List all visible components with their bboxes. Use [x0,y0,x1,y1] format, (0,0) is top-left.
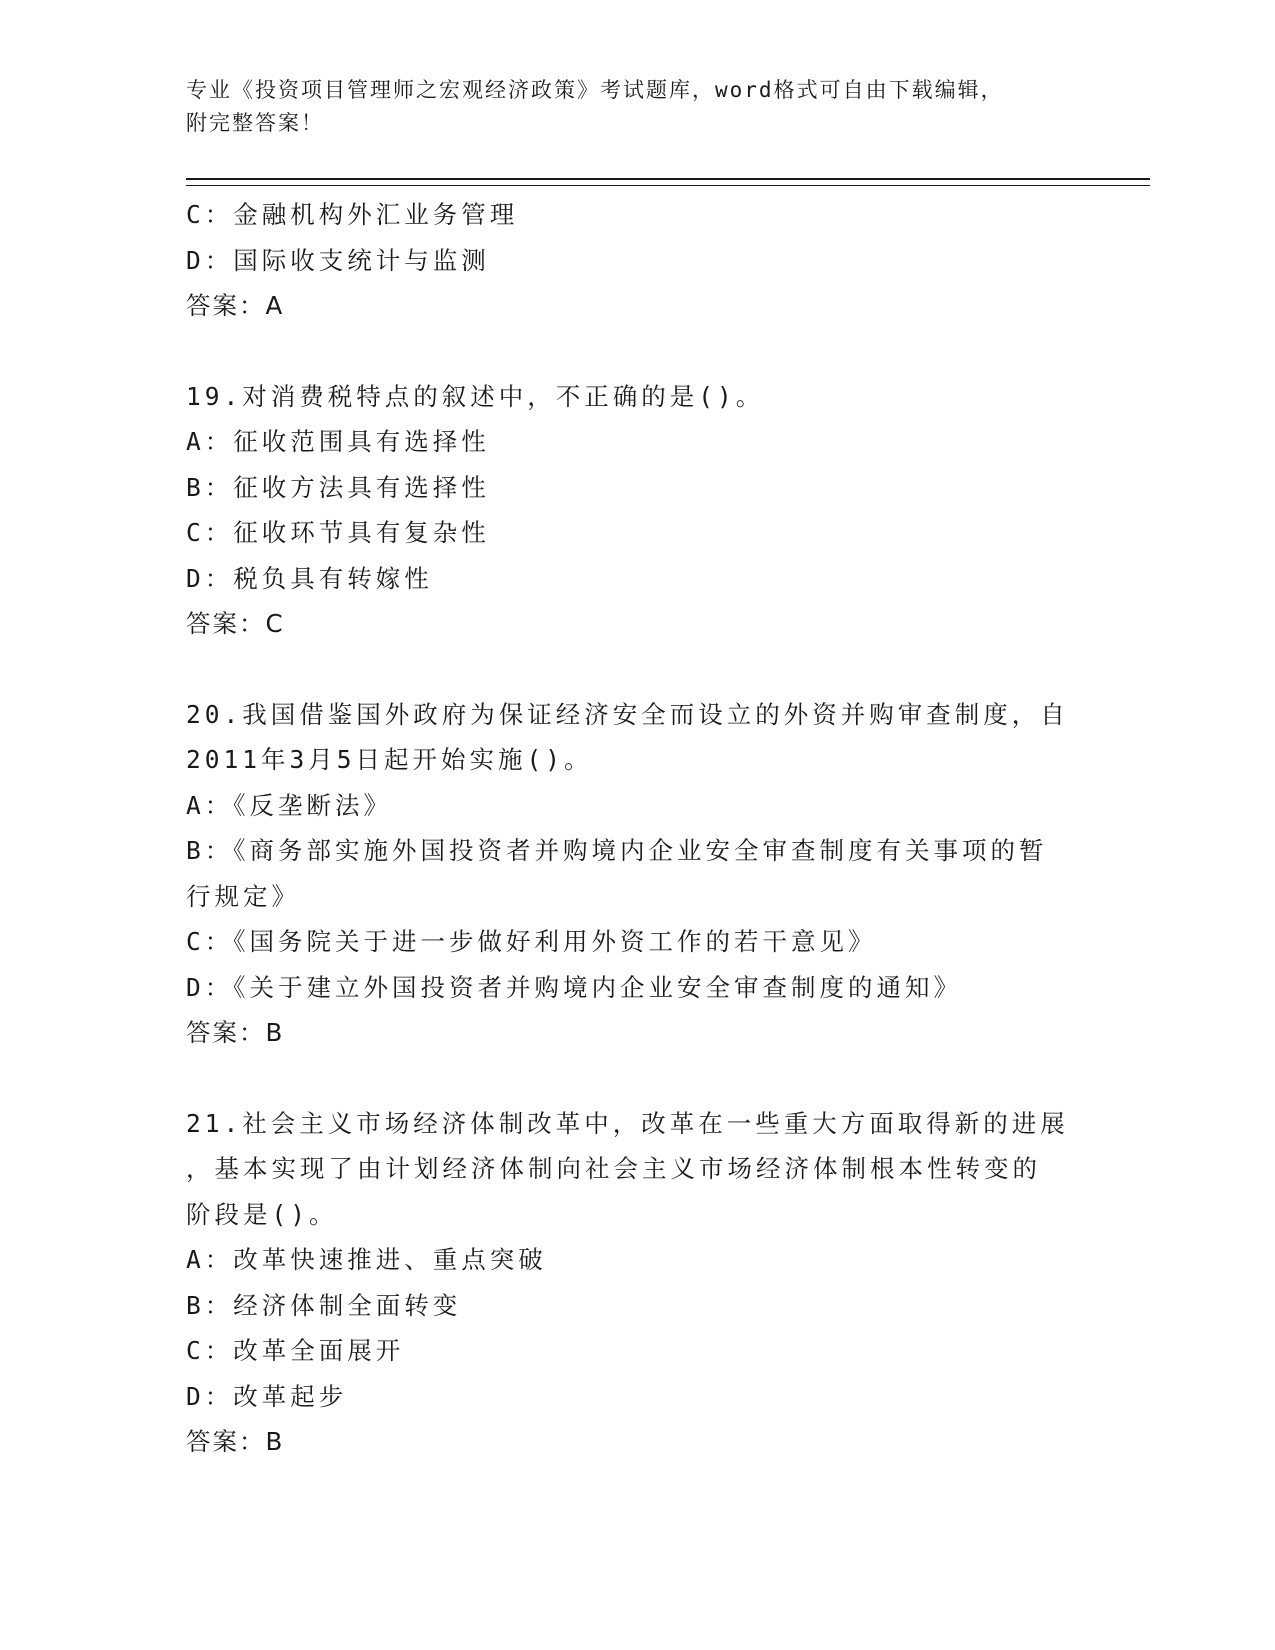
question-text-line-3: 阶段是()。 [186,1199,338,1229]
header-line-2: 附完整答案！ [186,111,324,135]
option-c: C：改革全面展开 [186,1336,405,1365]
question-text-line-1: 21.社会主义市场经济体制改革中，改革在一些重大方面取得新的进展 [186,1108,1069,1138]
option-c: C：《国务院关于进一步做好利用外资工作的若干意见》 [186,927,877,956]
option-c: C：金融机构外汇业务管理 [186,200,519,229]
option-b-line-1: B：《商务部实施外国投资者并购境内企业安全审查制度有关事项的暂 [186,836,1048,865]
question-text: 19.对消费税特点的叙述中，不正确的是()。 [186,381,765,411]
previous-question-tail [186,192,1086,329]
question-text-line-2: ，基本实现了由计划经济体制向社会主义市场经济体制根本性转变的 [186,1154,1041,1183]
answer: 答案：B [186,1018,285,1047]
spacer [186,329,1086,374]
answer: 答案：B [186,1427,285,1456]
header-line-1: 专业《投资项目管理师之宏观经济政策》考试题库，word格式可自由下载编辑， [186,78,1004,102]
spacer [186,1056,1086,1101]
option-b-line-2: 行规定》 [186,881,300,911]
page-header [186,74,1066,140]
question-list [186,192,1086,1465]
header-divider [186,178,1150,186]
option-d: D：改革起步 [186,1381,348,1411]
question-20 [186,692,1086,1056]
option-b: B：经济体制全面转变 [186,1290,462,1320]
option-d: D：《关于建立外国投资者并购境内企业安全审查制度的通知》 [186,972,962,1002]
answer: 答案：C [186,609,285,638]
option-c: C：征收环节具有复杂性 [186,518,490,547]
option-a: A：改革快速推进、重点突破 [186,1245,547,1274]
option-a: A：《反垄断法》 [186,790,392,820]
answer: 答案：A [186,291,285,320]
question-19 [186,374,1086,647]
question-text-line-1: 20.我国借鉴国外政府为保证经济安全而设立的外资并购审查制度，自 [186,699,1069,729]
option-b: B：征收方法具有选择性 [186,472,490,502]
question-21 [186,1101,1086,1465]
question-text-line-2: 2011年3月5日起开始实施()。 [186,745,593,774]
option-a: A：征收范围具有选择性 [186,427,490,456]
spacer [186,647,1086,692]
option-d: D：国际收支统计与监测 [186,245,490,275]
option-d: D：税负具有转嫁性 [186,563,433,593]
